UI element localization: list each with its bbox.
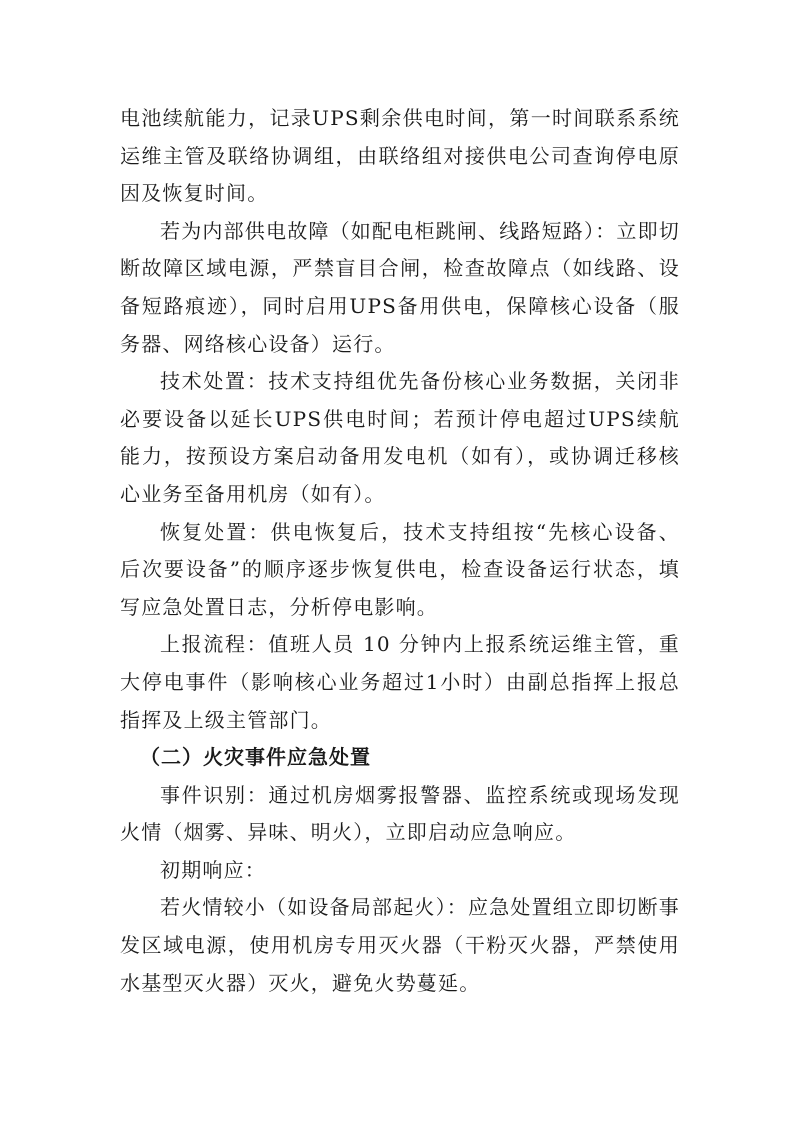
paragraph-reporting-process: 上报流程：值班人员 10 分钟内上报系统运维主管，重大停电事件（影响核心业务超过1小时）由副总指挥上报总指挥及上级主管部门。 xyxy=(120,632,680,732)
paragraph-recovery-handling: 恢复处置：供电恢复后，技术支持组按“先核心设备、后次要设备”的顺序逐步恢复供电，检查设备运行状态，填写应急处置日志，分析停电影响。 xyxy=(120,519,680,619)
paragraph-small-fire: 若火情较小（如设备局部起火）：应急处置组立即切断事发区域电源，使用机房专用灭火器（干粉灭火器，严禁使用水基型灭火器）灭火，避免火势蔓延。 xyxy=(120,895,680,995)
paragraph-fire-identification: 事件识别：通过机房烟雾报警器、监控系统或现场发现火情（烟雾、异味、明火），立即启动应急响应。 xyxy=(120,782,680,845)
paragraph-internal-power-fault: 若为内部供电故障（如配电柜跳闸、线路短路）：立即切断故障区域电源，严禁盲目合闸，检查故障点（如线路、设备短路痕迹），同时启用UPS备用供电，保障核心设备（服务器、网络核心设备）运行。 xyxy=(120,218,680,356)
document-body xyxy=(120,100,680,1002)
paragraph-technical-handling: 技术处置：技术支持组优先备份核心业务数据，关闭非必要设备以延长UPS供电时间；若预计停电超过UPS续航能力，按预设方案启动备用发电机（如有），或协调迁移核心业务至备用机房（如有）。 xyxy=(120,369,680,506)
section-heading-fire: （二）火灾事件应急处置 xyxy=(140,745,371,770)
paragraph-initial-response: 初期响应： xyxy=(160,857,266,882)
paragraph-ups-continuation: 电池续航能力，记录UPS剩余供电时间，第一时间联系系统运维主管及联络协调组，由联络组对接供电公司查询停电原因及恢复时间。 xyxy=(120,106,680,206)
